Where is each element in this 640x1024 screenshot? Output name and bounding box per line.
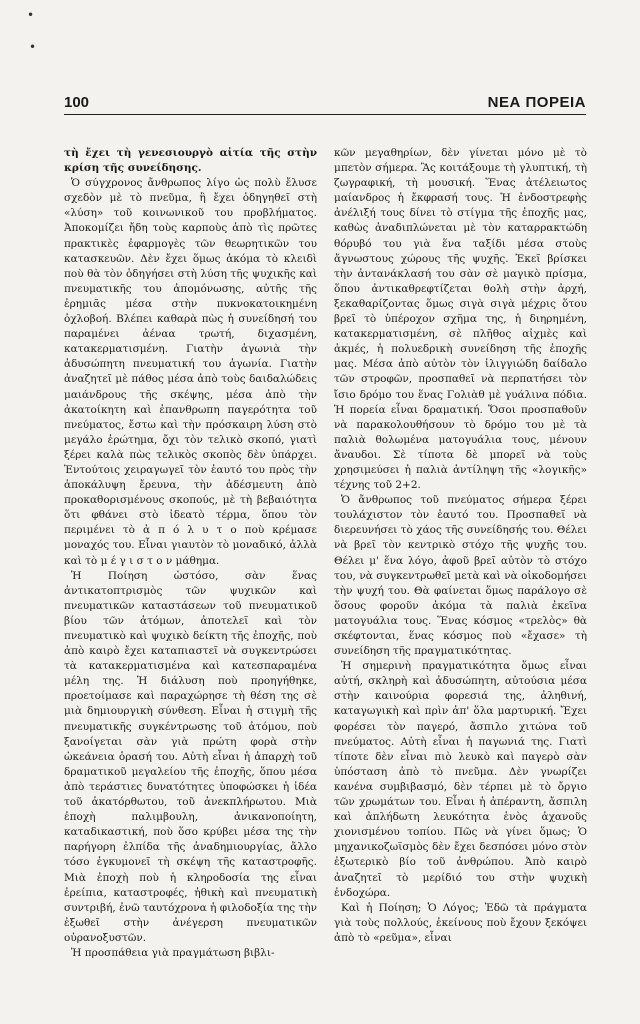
paragraph xyxy=(334,493,587,659)
paragraph xyxy=(64,569,317,946)
paragraph xyxy=(64,146,317,176)
page-header xyxy=(64,94,586,120)
page-number: 100 xyxy=(64,94,90,111)
left-column xyxy=(64,146,317,961)
text-run: Ἡ προσπάθεια γιὰ πραγμάτωση βιβλι- xyxy=(71,946,275,959)
journal-title: ΝΕΑ ΠΟΡΕΙΑ xyxy=(487,94,586,111)
paragraph xyxy=(334,659,587,901)
paragraph xyxy=(334,146,587,493)
paragraph xyxy=(334,901,587,946)
text-run: Καὶ ἡ Ποίηση; Ὁ Λόγος; Ἐδῶ τὰ πράγματα γιὰ τοὺς πολλούς, ἐκείνους ποὺ ἔχουν ξεκόψει ἀπὸ τὸ «ρεῦμα», εἶναι xyxy=(334,901,587,944)
header-rule xyxy=(64,114,586,115)
text-run: κῶν μεγαθηρίων, δὲν γίνεται μόνο μὲ τὸ μπετὸν σήμερα. Ἂς κοιτάξουμε τὴ γλυπτική, τὴ ζωγραφική, τὴ μουσική. Ἕνας ἀτέλειωτος μαίανδρος ἡ ἔκφρασή τους. Ἡ ἐνδοστρεφὴς ἀνέλιξή τους δίνει τὸ στίγμα τῆς ἐποχῆς μας, καθὼς ἀναδιπλώνεται μὲ τὸν καταρρακτώδη θόρυβό του γιὰ ἕνα ταξίδι μέσα στοὺς ἄγνωστους χώρους τῆς ψυχῆς. Ἐκεῖ βρίσκει τὴν ἀντανάκλασή του σὰν σὲ μαγικὸ πρίσμα, ὅπου ἀντικαθρεφτίζεται θολὴ στὴν ἀρχή, ξεκαθαρίζοντας ὅμως σιγὰ σιγὰ μέχρις ὅτου βρεῖ τὸ ὑπέροχον σχῆμα της, ἡ διηρημένη, κατακερματισμένη, σὲ πλῆθος αἰχμὲς καὶ ἀκμές, ἡ πολυεδρικὴ συνείδηση τῆς ἐποχῆς μας. Μέσα ἀπὸ αὐτὸν τὸν ἰλιγγιώδη δαίδαλο τῶν στροφῶν, προσπαθεῖ νὰ περπατήσει τὸν ἴσιο δρόμο του ἕνας Γολιὰθ μὲ γυάλινα πόδια. Ἡ πορεία εἶναι δραματική. Ὅσοι προσπαθοῦν νὰ παρακολουθήσουν τὸ δρόμο του μὲ τὰ παλιὰ θολωμένα ματογυάλια τους, μένουν ἄναυδοι. Σὲ τίποτα δὲ μπορεῖ νὰ τοὺς χρησιμεύσει ἡ παλιὰ ἀντίληψη τῆς «λογικῆς» τέχνης τοῦ 2+2. xyxy=(334,147,587,492)
paragraph xyxy=(64,946,317,961)
margin-mark-second: • xyxy=(29,40,37,54)
text-run: Ἡ Ποίηση ὡστόσο, σὰν ἕνας ἀντικατοπτρισμὸς τῶν ψυχικῶν καὶ πνευματικῶν καταστάσεων τοῦ πνευματικοῦ βίου τῶν ἀτόμων, ἀποτελεῖ καὶ τὸν πνευματικὸ καὶ ψυχικὸ δείκτη τῆς ἐποχῆς, ποὺ ἀπὸ καιρὸ ἔχει καταπιαστεῖ νὰ συγκεντρώσει τὰ κατακερματισμένα καὶ κατεσπαραμένα μέλη της. Ἡ διάλυση ποὺ προηγήθηκε, προετοίμασε καὶ παραχώρησε τὴ θέση της σὲ μιὰ δημιουργικὴ σύνθεση. Εἶναι ἡ στιγμὴ τῆς πνευματικῆς συγκέντρωσης τοῦ ἀτόμου, ποὺ ξανοίγεται σὰν γιὰ πρώτη φορὰ στὴν ὠκεάνεια ὁρασή του. Αὐτὴ εἶναι ἡ ἀπαρχὴ τοῦ δραματικοῦ μεγαλείου τῆς ἐποχῆς, ὅπου μέσα ἀπὸ τεράστιες δυνατότητες ὑποφώσκει ἡ ἰδέα τοῦ ἀκατόρθωτου, τοῦ ἀνεκπλήρωτου. Μιὰ ἐποχὴ παλιμβουλη, ἀνικανοποίητη, καταδικαστική, ποὺ ὅσο κρύβει μέσα της τὴν παρήγορη ἐλπίδα τῆς ἀναδημιουργίας, ἄλλο τόσο ἐγκυμονεῖ τὴ σκέψη τῆς καταστροφῆς. Μιὰ ἐποχὴ ποὺ ἡ κληροδοσία της εἶναι ἐρείπια, καταστροφές, ἠθικὴ καὶ πνευματικὴ συντριβή, ἐνῶ ταυτόχρονα ἡ φιλοδοξία της τὴν ἐξωθεῖ στὴν ἀνέγερση πνευματικῶν οὐρανοξυστῶν. xyxy=(64,569,317,944)
text-run: τὴ ἔχει τὴ γενεσιουργὸ αἰτία τῆς στὴν κρίση τῆς συνείδησης. xyxy=(64,147,317,175)
text-run: Ὁ σύγχρονος ἄνθρωπος λίγο ὡς πολὺ ἔλυσε σχεδὸν μὲ τὸ πνεῦμα, ἢ ἔχει ὁδηγηθεῖ στὴ «λύση» τοῦ κοινωνικοῦ του προβλήματος. Ἀποκομίζει ἤδη τοὺς καρποὺς ἀπὸ τὶς πρῶτες πρακτικὲς ἐφαρμογὲς τῶν θεωρητικῶν του κατασκευῶν. Δὲν ἔχει ὅμως ἀκόμα τὸ κλειδὶ ποὺ θὰ τὸν ὁδηγήσει στὴ λύση τῆς ψυχικῆς καὶ πνευματικῆς του ἀπομόνωσης, αὐτῆς τῆς ἐρημιᾶς μέσα στὴν πυκνοκατοικημένη ὀχλοβοή. Βλέπει καθαρὰ πὼς ἡ συνείδησή του παραμένει ἀέναα τρωτή, διχασμένη, κατακερματισμένη. Γιατὴν ἀγωνιὰ τὴν ἀδυσώπητη πνευματική του ἀγωνία. Γιατὴν ἀναζητεῖ μὲ πάθος μέσα ἀπὸ τοὺς δαιδαλώδεις μαιάνδρους τῆς σκέψης, μέσα ἀπὸ τὴν ἀκατοίκητη καὶ ἐπανθρωπη παγερότητα τοῦ πνεύματος, ἔστω καὶ τὴν πρόσκαιρη λύση στὸ μεγάλο ἐρώτημα, ὄχι τὸν τελικὸ σκοπό, γιατὶ ξέρει καλὰ πὼς τελικὸς σκοπὸς δὲν ὑπάρχει. Ἐντούτοις χειραγωγεῖ τὸν ἑαυτό του πρὸς τὴν ἀποκάλυψη ἔρευνα, τὴν ἀδέσμευτη ἀπὸ προκαθορισμένους σκοπούς, μὲ τὴ βεβαιότητα ὅτι φθάνει στὸ ἰδεατὸ τέρμα, ὅπου τὸν περιμένει τὸ ἀ π ό λ υ τ ο ποὺ κρέμασε μοναχός του. Εἶναι γιαυτὸν τὸ μοναδικό, ἀλλὰ καὶ τὸ μ έ γ ι σ τ ο ν μάθημα. xyxy=(64,177,317,567)
text-run: Ὁ ἄνθρωπος τοῦ πνεύματος σήμερα ξέρει τουλάχιστον τὸν ἑαυτό του. Προσπαθεῖ νὰ διερευνήσει τὸ χάος τῆς συνείδησής του. Θέλει νὰ βρεῖ τὸν κεντρικὸ στόχο τῆς ψυχῆς του. Θέλει μ' ἕνα λόγο, ἀφοῦ βρεῖ αὐτὸν τὸ στόχο του, νὰ συγκεντρωθεῖ μετὰ καὶ νὰ οἰκοδομήσει τὴν ψυχή του. Θὰ φαίνεται ὅμως παράλογο σὲ ὅσους φοροῦν ἀκόμα τὰ παλιὰ ἐκεῖνα ματογυάλια τους. Ἕνας κόσμος «τρελὸς» θὰ σκέφτονται, ἕνας κόσμος ποὺ «ἔχασε» τὴ συνείδηση τῆς πραγματικότητας. xyxy=(334,494,587,658)
text-run: Ἡ σημερινὴ πραγματικότητα ὅμως εἶναι αὐτή, σκληρὴ καὶ ἀδυσώπητη, αὐτούσια μέσα στὴν καινούρια φορεσιά της, ἀληθινή, καταγωγικὴ καὶ πρὶν ἀπ' ὅλα μαρτυρική. Ἔχει φορέσει τὸν παγερό, ἄσπιλο χιτώνα τοῦ πνεύματος. Αὐτὴ εἶναι ἡ παγωνιά της. Γιατὶ τίποτε δὲν εἶναι πιὸ λευκὸ καὶ παγερὸ σὰν ὑπόσταση ἀπὸ τὸ πνεῦμα. Δὲν γνωρίζει κανένα συμβιβασμό, δὲν τέρπει μὲ τὸ ὄργιο τῶν χρωμάτων του. Εἶναι ἡ ἀπέραντη, ἄσπιλη καὶ ἀπλήδωτη λευκότητα ἑνὸς ἀχανοῦς χιονισμένου τοπίου. Πῶς νὰ γίνει ὅμως; Ὁ μηχανικοζωϊσμὸς δὲν ἔχει δεσπόσει μόνο στὸν ἐξωτερικὸ βίο τοῦ ἀνθρώπου. Ἀπὸ καιρὸ ἀναζητεῖ τὸ μερίδιό του στὴν ψυχικὴ ἐνδοχώρα. xyxy=(334,660,587,899)
margin-mark-top: • xyxy=(27,8,35,22)
right-column xyxy=(334,146,587,946)
paragraph xyxy=(64,176,317,568)
